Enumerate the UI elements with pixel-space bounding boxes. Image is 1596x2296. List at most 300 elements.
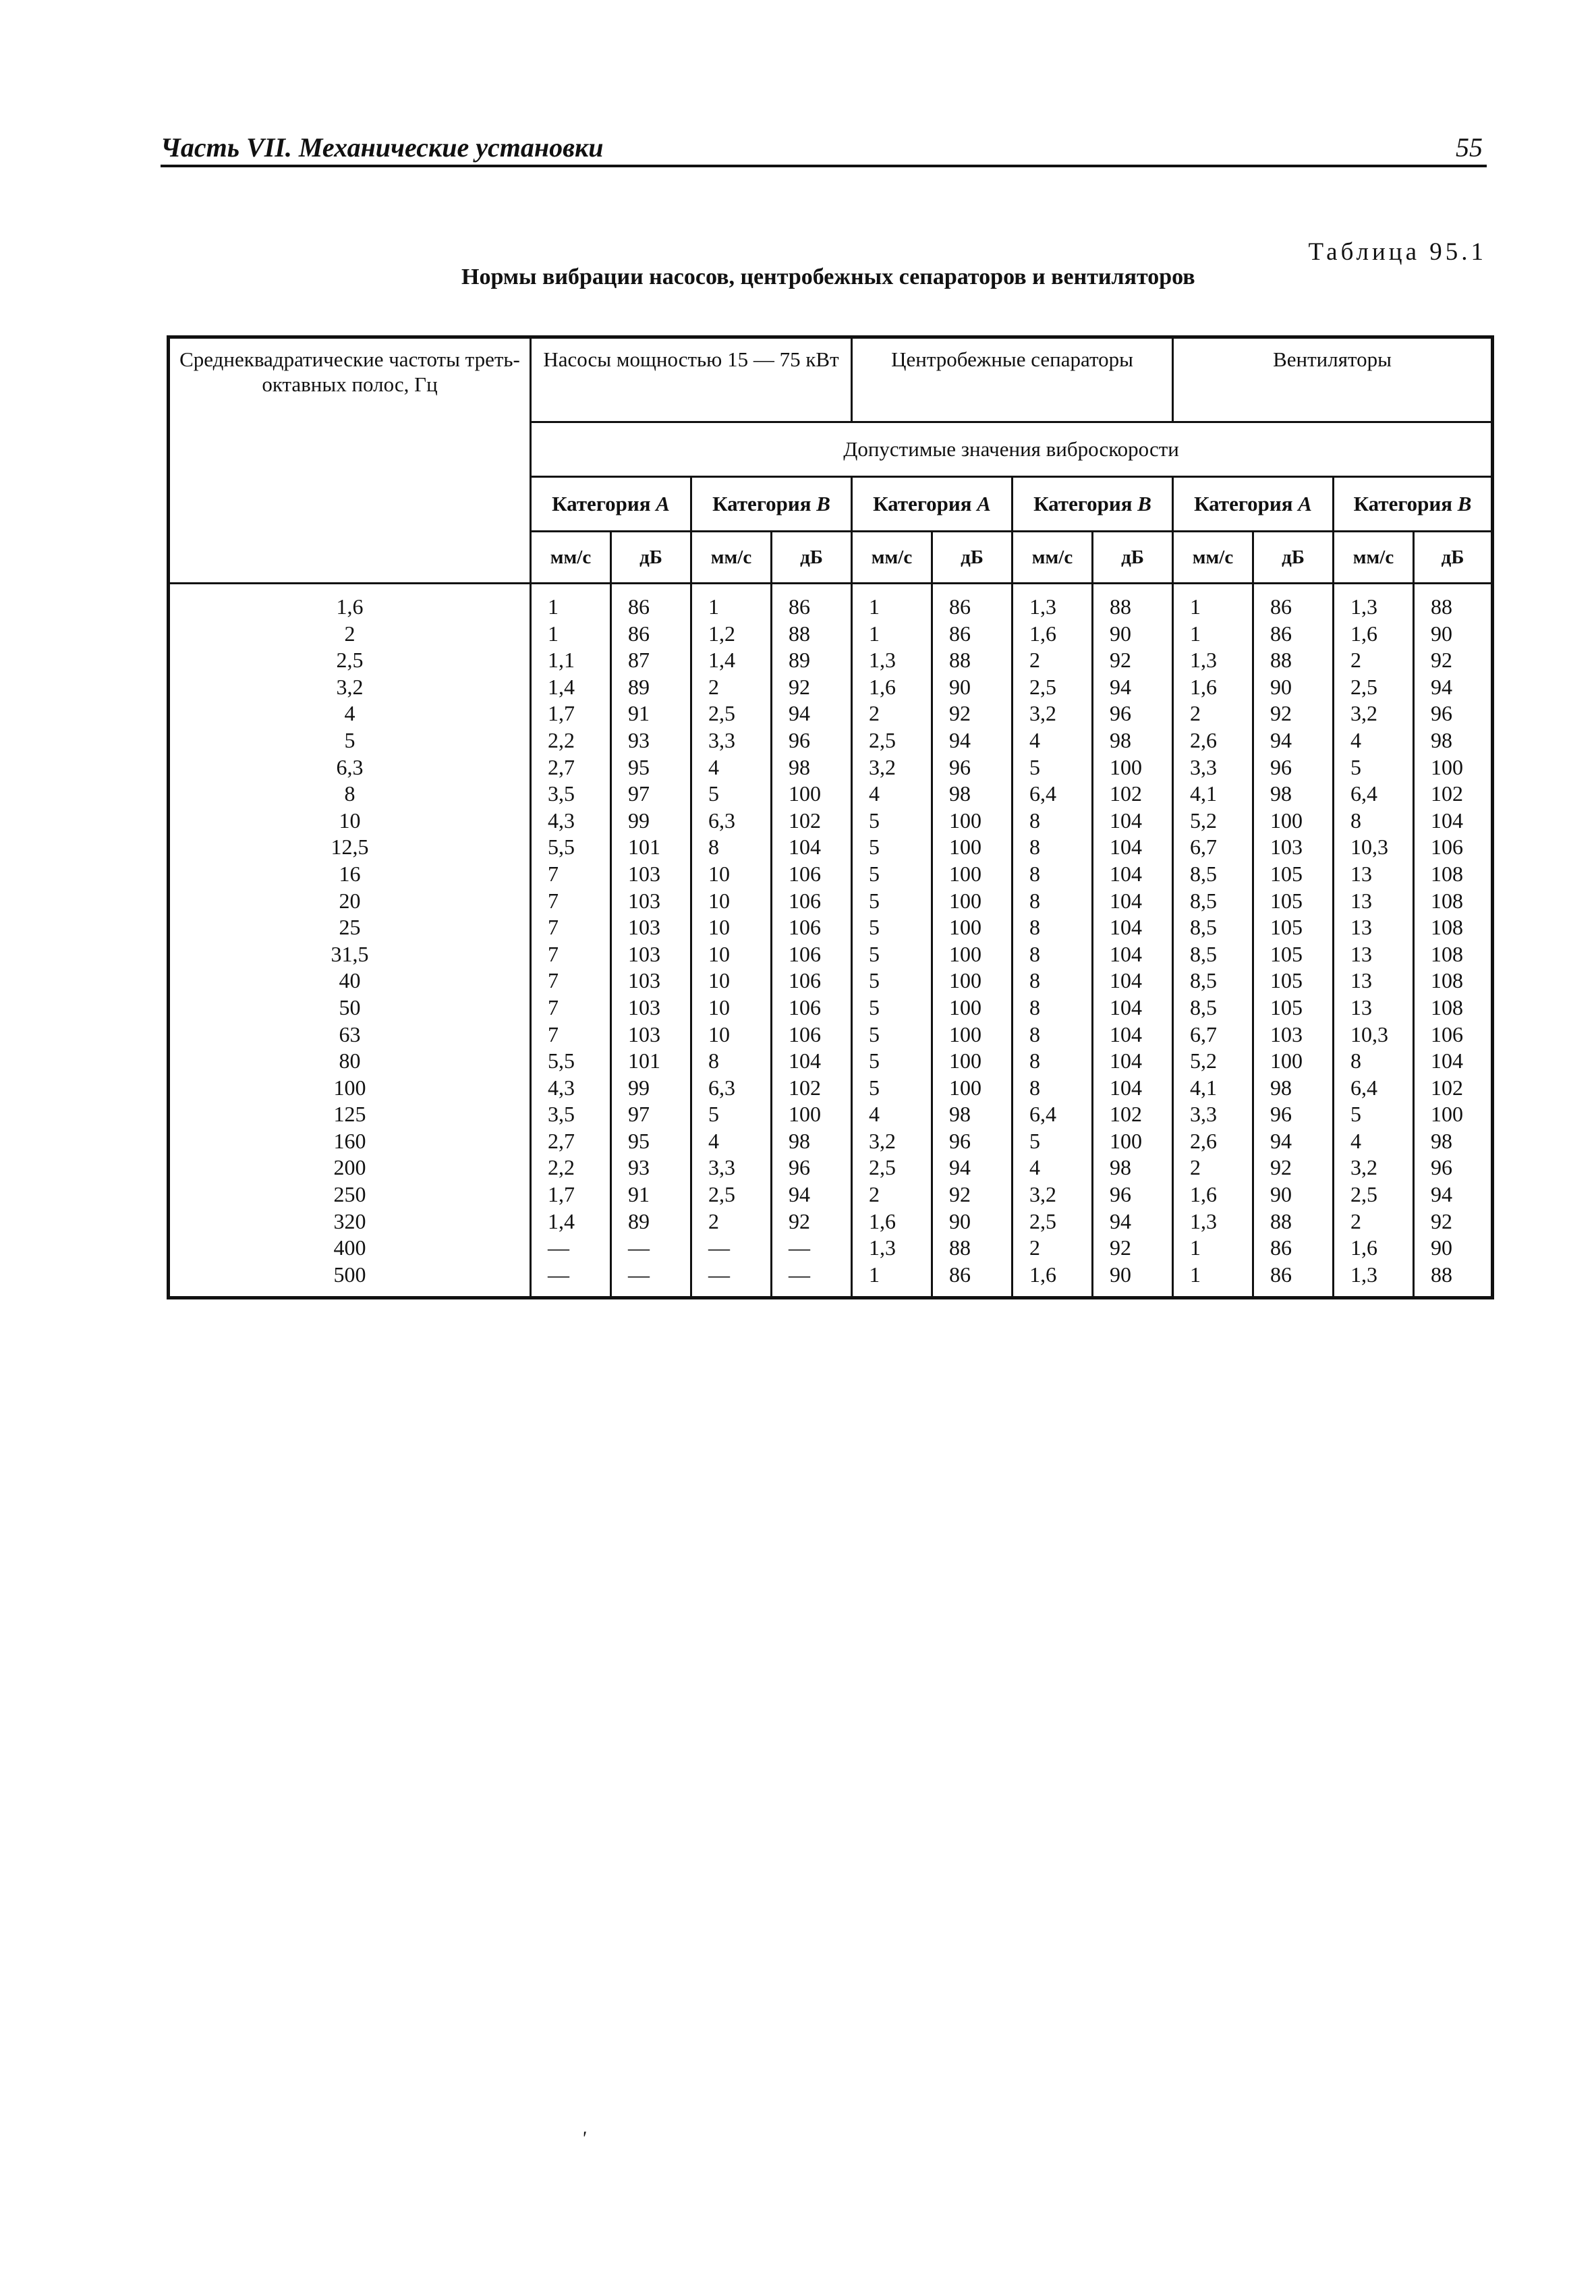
value-cell: 2,5 xyxy=(852,1154,932,1181)
value-cell: 13 xyxy=(1334,888,1414,915)
value-cell: 92 xyxy=(932,700,1013,727)
value-cell: 94 xyxy=(772,1181,852,1208)
value-cell: 2,2 xyxy=(531,727,611,754)
value-cell: 92 xyxy=(1414,647,1493,674)
value-cell: 103 xyxy=(1253,834,1334,861)
value-cell: 2 xyxy=(1173,1154,1253,1181)
value-cell: 1,6 xyxy=(1334,621,1414,648)
value-cell: 4,3 xyxy=(531,1075,611,1102)
value-cell: 96 xyxy=(1253,1101,1334,1128)
value-cell: 88 xyxy=(1414,584,1493,621)
value-cell: 103 xyxy=(611,968,691,995)
value-cell: 108 xyxy=(1414,914,1493,941)
value-cell: 1,3 xyxy=(1013,584,1093,621)
value-cell: 1,6 xyxy=(1173,1181,1253,1208)
value-cell: 10 xyxy=(691,995,772,1021)
value-cell: 102 xyxy=(772,808,852,835)
value-cell: 94 xyxy=(1414,1181,1493,1208)
value-cell: 87 xyxy=(611,647,691,674)
value-cell: 5 xyxy=(852,1075,932,1102)
value-cell: 102 xyxy=(1414,1075,1493,1102)
frequency-cell: 200 xyxy=(169,1154,531,1181)
value-cell: 5 xyxy=(852,968,932,995)
value-cell: 98 xyxy=(932,781,1013,808)
value-cell: 3,3 xyxy=(691,727,772,754)
table-row xyxy=(169,584,1493,621)
value-cell: 6,3 xyxy=(691,1075,772,1102)
table-label: Таблица 95.1 xyxy=(1308,238,1487,266)
category-letter: B xyxy=(1137,492,1151,516)
value-cell: 4,3 xyxy=(531,808,611,835)
value-cell: 106 xyxy=(772,888,852,915)
value-cell: 8 xyxy=(1013,1075,1093,1102)
value-cell: 104 xyxy=(1093,914,1173,941)
value-cell: 89 xyxy=(611,1208,691,1235)
value-cell: 99 xyxy=(611,808,691,835)
value-cell: 5 xyxy=(1013,1128,1093,1155)
value-cell: — xyxy=(691,1262,772,1298)
value-cell: 4 xyxy=(1013,727,1093,754)
value-cell: 100 xyxy=(1414,754,1493,781)
frequency-cell: 8 xyxy=(169,781,531,808)
value-cell: 96 xyxy=(772,727,852,754)
frequency-cell: 2 xyxy=(169,621,531,648)
value-cell: 4 xyxy=(1334,1128,1414,1155)
value-cell: 1 xyxy=(531,584,611,621)
value-cell: 1,3 xyxy=(1334,584,1414,621)
value-cell: 96 xyxy=(932,1128,1013,1155)
value-cell: 2,5 xyxy=(1334,1181,1414,1208)
value-cell: 8 xyxy=(1013,808,1093,835)
value-cell: 90 xyxy=(932,1208,1013,1235)
value-cell: 4 xyxy=(1013,1154,1093,1181)
value-cell: 100 xyxy=(932,834,1013,861)
value-cell: 4 xyxy=(691,1128,772,1155)
value-cell: 92 xyxy=(1253,1154,1334,1181)
value-cell: 6,7 xyxy=(1173,1021,1253,1048)
value-cell: 3,2 xyxy=(852,1128,932,1155)
unit-header: мм/с xyxy=(1173,532,1253,584)
unit-header: мм/с xyxy=(1334,532,1414,584)
frequency-cell: 500 xyxy=(169,1262,531,1298)
vibration-norms-table xyxy=(167,335,1494,1299)
value-cell: 8 xyxy=(691,1048,772,1075)
value-cell: 3,5 xyxy=(531,781,611,808)
value-cell: 103 xyxy=(611,861,691,888)
value-cell: 106 xyxy=(772,861,852,888)
value-cell: 100 xyxy=(1093,1128,1173,1155)
value-cell: 2,5 xyxy=(1013,1208,1093,1235)
value-cell: 2,6 xyxy=(1173,1128,1253,1155)
value-cell: 3,3 xyxy=(1173,1101,1253,1128)
value-cell: 7 xyxy=(531,941,611,968)
value-cell: 1,6 xyxy=(1013,1262,1093,1298)
value-cell: 100 xyxy=(932,1075,1013,1102)
unit-header: мм/с xyxy=(852,532,932,584)
value-cell: 104 xyxy=(1093,888,1173,915)
value-cell: 108 xyxy=(1414,888,1493,915)
value-cell: 90 xyxy=(1093,621,1173,648)
category-header xyxy=(852,477,1013,532)
table-caption: Нормы вибрации насосов, центробежных сепараторов и вентиляторов xyxy=(461,264,1195,289)
value-cell: 105 xyxy=(1253,941,1334,968)
value-cell: 106 xyxy=(1414,834,1493,861)
value-cell: 1 xyxy=(691,584,772,621)
value-cell: 5 xyxy=(691,781,772,808)
value-cell: 2,6 xyxy=(1173,727,1253,754)
value-cell: 6,4 xyxy=(1013,781,1093,808)
value-cell: 100 xyxy=(932,861,1013,888)
value-cell: 100 xyxy=(932,914,1013,941)
value-cell: 5,2 xyxy=(1173,808,1253,835)
value-cell: 106 xyxy=(1414,1021,1493,1048)
value-cell: 100 xyxy=(772,1101,852,1128)
value-cell: 100 xyxy=(932,941,1013,968)
group-header-separators: Центробежные сепараторы xyxy=(852,337,1173,422)
value-cell: 5 xyxy=(852,995,932,1021)
unit-header: мм/с xyxy=(1013,532,1093,584)
value-cell: 102 xyxy=(1414,781,1493,808)
value-cell: 2,5 xyxy=(1334,674,1414,701)
value-cell: 106 xyxy=(772,995,852,1021)
value-cell: 1,6 xyxy=(852,1208,932,1235)
value-cell: 104 xyxy=(1093,1075,1173,1102)
value-cell: 10 xyxy=(691,968,772,995)
frequency-cell: 5 xyxy=(169,727,531,754)
table-row xyxy=(169,781,1493,808)
value-cell: 3,2 xyxy=(1013,700,1093,727)
value-cell: 104 xyxy=(1093,968,1173,995)
value-cell: 103 xyxy=(611,941,691,968)
value-cell: 13 xyxy=(1334,861,1414,888)
value-cell: 3,3 xyxy=(691,1154,772,1181)
value-cell: 2,7 xyxy=(531,1128,611,1155)
value-cell: 98 xyxy=(1253,1075,1334,1102)
value-cell: 10,3 xyxy=(1334,1021,1414,1048)
value-cell: 92 xyxy=(1093,1235,1173,1262)
value-cell: 91 xyxy=(611,1181,691,1208)
value-cell: 6,4 xyxy=(1334,781,1414,808)
value-cell: 1,6 xyxy=(1173,674,1253,701)
category-word: Категория xyxy=(873,492,972,516)
frequency-cell: 1,6 xyxy=(169,584,531,621)
value-cell: 1,4 xyxy=(531,674,611,701)
value-cell: 101 xyxy=(611,834,691,861)
value-cell: 6,7 xyxy=(1173,834,1253,861)
table-row xyxy=(169,727,1493,754)
table-header xyxy=(169,337,1493,584)
value-cell: 8 xyxy=(1013,834,1093,861)
value-cell: 98 xyxy=(772,754,852,781)
value-cell: 1 xyxy=(852,621,932,648)
value-cell: 1 xyxy=(1173,1262,1253,1298)
value-cell: 86 xyxy=(932,1262,1013,1298)
frequency-cell: 160 xyxy=(169,1128,531,1155)
value-cell: 1,6 xyxy=(1334,1235,1414,1262)
unit-header: дБ xyxy=(1093,532,1173,584)
value-cell: 96 xyxy=(772,1154,852,1181)
value-cell: 1,7 xyxy=(531,1181,611,1208)
value-cell: 88 xyxy=(932,647,1013,674)
unit-header: мм/с xyxy=(691,532,772,584)
frequency-cell: 125 xyxy=(169,1101,531,1128)
value-cell: 10 xyxy=(691,1021,772,1048)
value-cell: 100 xyxy=(932,1048,1013,1075)
value-cell: 3,5 xyxy=(531,1101,611,1128)
value-cell: 8 xyxy=(1013,968,1093,995)
table-body xyxy=(169,584,1493,1298)
value-cell: 95 xyxy=(611,1128,691,1155)
value-cell: 91 xyxy=(611,700,691,727)
value-cell: 92 xyxy=(772,1208,852,1235)
value-cell: 86 xyxy=(1253,1262,1334,1298)
table-row xyxy=(169,1235,1493,1262)
value-cell: 89 xyxy=(611,674,691,701)
value-cell: 8,5 xyxy=(1173,888,1253,915)
value-cell: 5 xyxy=(852,941,932,968)
value-cell: 3,2 xyxy=(1334,700,1414,727)
value-cell: 5 xyxy=(1013,754,1093,781)
group-header-pumps: Насосы мощностью 15 — 75 кВт xyxy=(531,337,852,422)
value-cell: 98 xyxy=(1414,1128,1493,1155)
value-cell: 5,5 xyxy=(531,1048,611,1075)
category-header xyxy=(531,477,691,532)
value-cell: 1 xyxy=(531,621,611,648)
value-cell: 5 xyxy=(852,861,932,888)
value-cell: 106 xyxy=(772,1021,852,1048)
value-cell: 8,5 xyxy=(1173,968,1253,995)
table-row xyxy=(169,647,1493,674)
value-cell: 100 xyxy=(932,888,1013,915)
table-row xyxy=(169,968,1493,995)
header-row-groups xyxy=(169,337,1493,422)
value-cell: 103 xyxy=(611,1021,691,1048)
value-cell: 86 xyxy=(932,584,1013,621)
value-cell: 92 xyxy=(772,674,852,701)
value-cell: 1,6 xyxy=(1013,621,1093,648)
value-cell: 105 xyxy=(1253,888,1334,915)
value-cell: 1,4 xyxy=(691,647,772,674)
value-cell: 1,3 xyxy=(852,1235,932,1262)
table-row xyxy=(169,1128,1493,1155)
value-cell: 7 xyxy=(531,1021,611,1048)
value-cell: 104 xyxy=(772,834,852,861)
value-cell: 98 xyxy=(932,1101,1013,1128)
value-cell: 100 xyxy=(932,808,1013,835)
value-cell: 86 xyxy=(611,621,691,648)
value-cell: 100 xyxy=(1093,754,1173,781)
frequency-cell: 63 xyxy=(169,1021,531,1048)
value-cell: 13 xyxy=(1334,941,1414,968)
value-cell: 4 xyxy=(852,781,932,808)
value-cell: 89 xyxy=(772,647,852,674)
frequency-cell: 100 xyxy=(169,1075,531,1102)
value-cell: 5 xyxy=(852,888,932,915)
category-letter: A xyxy=(1298,492,1312,516)
value-cell: 6,4 xyxy=(1013,1101,1093,1128)
value-cell: 88 xyxy=(772,621,852,648)
value-cell: 13 xyxy=(1334,914,1414,941)
value-cell: 92 xyxy=(932,1181,1013,1208)
value-cell: 1,3 xyxy=(852,647,932,674)
value-cell: 103 xyxy=(611,914,691,941)
value-cell: 92 xyxy=(1093,647,1173,674)
value-cell: 104 xyxy=(1093,834,1173,861)
category-header xyxy=(691,477,852,532)
value-cell: 8 xyxy=(1013,861,1093,888)
frequency-cell: 50 xyxy=(169,995,531,1021)
value-cell: 95 xyxy=(611,754,691,781)
value-cell: 102 xyxy=(1093,781,1173,808)
value-cell: 7 xyxy=(531,914,611,941)
value-cell: 10,3 xyxy=(1334,834,1414,861)
value-cell: 8 xyxy=(1334,808,1414,835)
value-cell: — xyxy=(531,1262,611,1298)
category-letter: B xyxy=(816,492,830,516)
table-row xyxy=(169,1262,1493,1298)
group-header-fans: Вентиляторы xyxy=(1173,337,1493,422)
unit-header: дБ xyxy=(772,532,852,584)
value-cell: 104 xyxy=(1093,808,1173,835)
unit-header: мм/с xyxy=(531,532,611,584)
value-cell: 86 xyxy=(932,621,1013,648)
table-row xyxy=(169,888,1493,915)
value-cell: 90 xyxy=(1414,1235,1493,1262)
value-cell: 7 xyxy=(531,888,611,915)
value-cell: 1,3 xyxy=(1173,647,1253,674)
value-cell: — xyxy=(611,1262,691,1298)
value-cell: 88 xyxy=(1253,647,1334,674)
value-cell: 4,1 xyxy=(1173,1075,1253,1102)
value-cell: 5 xyxy=(1334,1101,1414,1128)
value-cell: 86 xyxy=(772,584,852,621)
value-cell: 7 xyxy=(531,968,611,995)
value-cell: 1 xyxy=(852,584,932,621)
value-cell: 98 xyxy=(1093,1154,1173,1181)
value-cell: 13 xyxy=(1334,968,1414,995)
value-cell: 2,7 xyxy=(531,754,611,781)
value-cell: 104 xyxy=(772,1048,852,1075)
value-cell: 90 xyxy=(932,674,1013,701)
value-cell: — xyxy=(611,1235,691,1262)
value-cell: 104 xyxy=(1093,941,1173,968)
value-cell: 1,3 xyxy=(1334,1262,1414,1298)
frequency-cell: 20 xyxy=(169,888,531,915)
value-cell: 8 xyxy=(1013,995,1093,1021)
value-cell: — xyxy=(772,1262,852,1298)
value-cell: 88 xyxy=(932,1235,1013,1262)
value-cell: 4 xyxy=(852,1101,932,1128)
value-cell: 10 xyxy=(691,941,772,968)
value-cell: 98 xyxy=(1253,781,1334,808)
value-cell: 6,3 xyxy=(691,808,772,835)
value-cell: 105 xyxy=(1253,861,1334,888)
value-cell: 98 xyxy=(772,1128,852,1155)
value-cell: 86 xyxy=(1253,584,1334,621)
table-row xyxy=(169,1021,1493,1048)
value-cell: 94 xyxy=(1253,727,1334,754)
value-cell: 13 xyxy=(1334,995,1414,1021)
frequency-cell: 16 xyxy=(169,861,531,888)
table-row xyxy=(169,1101,1493,1128)
category-header xyxy=(1173,477,1334,532)
value-cell: 3,2 xyxy=(1013,1181,1093,1208)
value-cell: 2,5 xyxy=(852,727,932,754)
value-cell: 108 xyxy=(1414,941,1493,968)
value-cell: 100 xyxy=(1253,808,1334,835)
table-row xyxy=(169,754,1493,781)
value-cell: — xyxy=(691,1235,772,1262)
value-cell: 7 xyxy=(531,995,611,1021)
value-cell: 3,2 xyxy=(1334,1154,1414,1181)
table-row xyxy=(169,1048,1493,1075)
table-row xyxy=(169,808,1493,835)
value-cell: 1 xyxy=(1173,621,1253,648)
value-cell: 10 xyxy=(691,861,772,888)
value-cell: — xyxy=(531,1235,611,1262)
page-number: 55 xyxy=(1456,132,1483,163)
value-cell: 2,5 xyxy=(691,700,772,727)
value-cell: 108 xyxy=(1414,968,1493,995)
value-cell: 106 xyxy=(772,941,852,968)
frequency-cell: 6,3 xyxy=(169,754,531,781)
value-cell: 104 xyxy=(1414,808,1493,835)
value-cell: 10 xyxy=(691,888,772,915)
value-cell: 104 xyxy=(1414,1048,1493,1075)
value-cell: 102 xyxy=(1093,1101,1173,1128)
value-cell: 1 xyxy=(1173,584,1253,621)
value-cell: 100 xyxy=(1253,1048,1334,1075)
value-cell: 88 xyxy=(1253,1208,1334,1235)
value-cell: 96 xyxy=(1253,754,1334,781)
value-cell: 1,7 xyxy=(531,700,611,727)
category-header xyxy=(1013,477,1173,532)
value-cell: 86 xyxy=(611,584,691,621)
value-cell: 96 xyxy=(1093,700,1173,727)
value-cell: 96 xyxy=(1414,1154,1493,1181)
value-cell: 100 xyxy=(1414,1101,1493,1128)
frequency-column-header: Среднеквадратические частоты треть-октавных полос, Гц xyxy=(169,337,531,584)
value-cell: 94 xyxy=(772,700,852,727)
value-cell: 4,1 xyxy=(1173,781,1253,808)
frequency-cell: 2,5 xyxy=(169,647,531,674)
value-cell: 2 xyxy=(852,1181,932,1208)
frequency-cell: 12,5 xyxy=(169,834,531,861)
table-row xyxy=(169,1075,1493,1102)
value-cell: 94 xyxy=(1093,1208,1173,1235)
value-cell: 97 xyxy=(611,1101,691,1128)
value-cell: 10 xyxy=(691,914,772,941)
frequency-cell: 80 xyxy=(169,1048,531,1075)
table-row xyxy=(169,914,1493,941)
value-cell: 105 xyxy=(1253,914,1334,941)
value-cell: 1 xyxy=(1173,1235,1253,1262)
value-cell: 5,2 xyxy=(1173,1048,1253,1075)
unit-header: дБ xyxy=(1414,532,1493,584)
value-cell: 5 xyxy=(852,808,932,835)
category-header xyxy=(1334,477,1493,532)
value-cell: 100 xyxy=(772,781,852,808)
value-cell: 96 xyxy=(1093,1181,1173,1208)
running-head-title: Часть VII. Механические установки xyxy=(161,132,604,163)
unit-header: дБ xyxy=(1253,532,1334,584)
value-cell: 90 xyxy=(1414,621,1493,648)
value-cell: 1,2 xyxy=(691,621,772,648)
value-cell: 105 xyxy=(1253,995,1334,1021)
value-cell: 8 xyxy=(691,834,772,861)
value-cell: 88 xyxy=(1093,584,1173,621)
table-row xyxy=(169,834,1493,861)
